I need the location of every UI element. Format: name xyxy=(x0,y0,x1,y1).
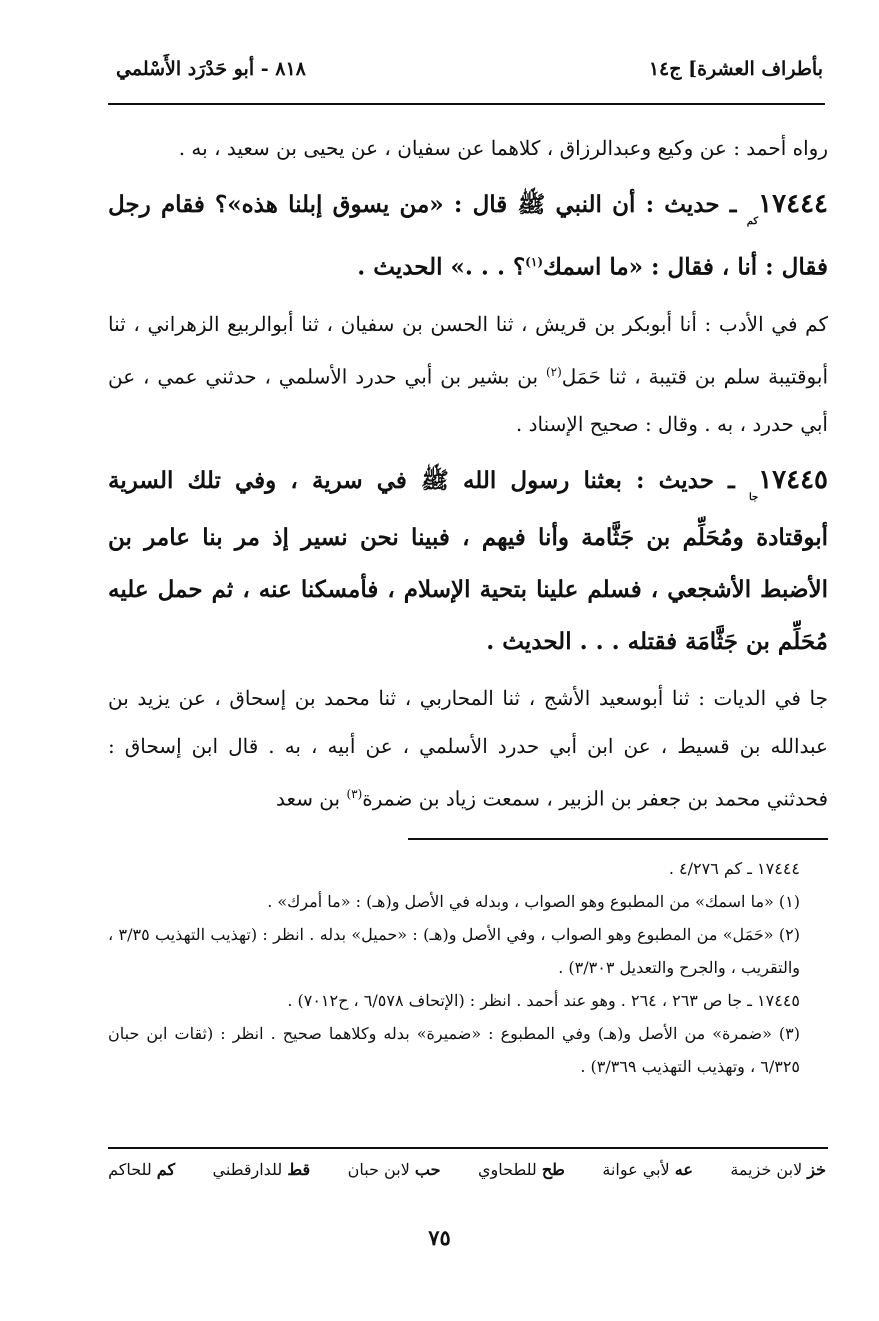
footnote-3: (٣) «ضمرة» من الأصل و(هـ) وفي المطبوع : «ضميرة» بدله وكلاهما صحيح . انظر : (ثقات ابن حبان ٦/٣٢٥ ، وتهذيب التهذيب ٣/٣٦٩) . xyxy=(108,1024,800,1076)
abbreviations-rule xyxy=(108,1147,828,1149)
footnote-1: (١) «ما اسمك» من المطبوع وهو الصواب ، وبدله في الأصل و(هـ) : «ما أمرك» . xyxy=(267,892,800,911)
paragraph-diyat xyxy=(108,674,828,823)
footnotes-rule xyxy=(408,838,828,840)
paragraph-ahmad xyxy=(108,124,828,172)
abbreviation-code: خز xyxy=(807,1160,826,1179)
footnote-17444: ١٧٤٤٤ ـ كم ٤/٢٧٦ . xyxy=(668,859,800,878)
section-title: ٨١٨ - أبو حَدْرَد الأَسْلمي xyxy=(116,58,306,80)
header-rule xyxy=(108,103,825,105)
abbreviation-item xyxy=(108,1160,175,1179)
abbreviation-code: قط xyxy=(287,1160,311,1179)
running-title: بأطراف العشرة] ج١٤ xyxy=(648,58,823,80)
footnote-ref: (٢) xyxy=(545,364,562,379)
hadith-entry-17445 xyxy=(108,454,828,668)
abbreviation-meaning: لابن خزيمة xyxy=(730,1160,803,1179)
abbreviation-item xyxy=(213,1160,311,1179)
abbreviation-meaning: للدارقطني xyxy=(212,1160,283,1179)
abbreviation-code: حب xyxy=(414,1160,441,1179)
hadith-entry-17444 xyxy=(108,178,828,294)
abbreviation-meaning: للحاكم xyxy=(108,1160,152,1179)
paragraph-adab-tail: بن بشير بن أبي حدرد الأسلمي ، حدثني عمي ، عن أبي حدرد ، به . وقال : صحيح الإسناد . xyxy=(108,364,828,437)
entry-number: ١٧٤٤٤ xyxy=(758,189,828,219)
abbreviation-item xyxy=(478,1160,565,1179)
abbreviation-code: طح xyxy=(541,1160,565,1179)
abbreviation-meaning: لابن حبان xyxy=(347,1160,410,1179)
footnotes xyxy=(108,852,828,1083)
abbreviations-key xyxy=(108,1160,826,1179)
paragraph-diyat-tail: بن سعد xyxy=(276,786,347,811)
abbreviation-item xyxy=(348,1160,441,1179)
abbreviation-item xyxy=(730,1160,826,1179)
footnote-ref: (١) xyxy=(525,255,543,269)
entry-source-code: جا xyxy=(748,492,759,504)
footnote-ref: (٣) xyxy=(346,787,363,802)
entry-source-code: كم xyxy=(746,216,759,227)
footnote-2: (٢) «حَمَل» من المطبوع وهو الصواب ، وفي الأصل و(هـ) : «حميل» بدله . انظر : (تهذيب التهذيب ٣/٣٥ ، والتقريب ، والجرح والتعديل ٣/٣٠٣) . xyxy=(108,925,801,977)
footnote-17445: ١٧٤٤٥ ـ جا ص ٢٦٣ ، ٢٦٤ . وهو عند أحمد . انظر : (الإتحاف ٦/٥٧٨ ، ح٧٠١٢) . xyxy=(287,991,800,1010)
paragraph-diyat-text: جا في الديات : ثنا أبوسعيد الأشج ، ثنا المحاربي ، ثنا محمد بن إسحاق ، عن يزيد بن عبدالله بن قسيط ، عن ابن أبي حدرد الأسلمي ، عن أبيه ، به . قال ابن إسحاق : فحدثني محمد بن جعفر بن الزبير ، سمعت زياد بن ضمرة xyxy=(108,686,828,811)
entry-text: ـ حديث : أن النبي ﷺ قال : «من يسوق إبلنا هذه»؟ فقام رجل فقال : أنا ، فقال : «ما اسمك xyxy=(108,191,828,281)
main-text xyxy=(108,124,828,829)
entry-number: ١٧٤٤٥ xyxy=(758,465,829,496)
entry-text: ـ حديث : بعثنا رسول الله ﷺ في سرية ، وفي تلك السرية أبوقتادة ومُحَلِّم بن جَثَّامة وأنا فيهم ، فبينا نحن نسير إذ مر بنا عامر بن الأضبط الأشجعي ، فسلم علينا بتحية الإسلام ، فأمسكنا عنه ، ثم حمل عليه مُحَلِّم بن جَثَّامَة فقتله . . . الحديث . xyxy=(108,467,828,656)
entry-text-tail: ؟ . . .» الحديث . xyxy=(357,253,526,281)
running-header xyxy=(108,54,823,94)
paragraph-adab xyxy=(108,300,828,449)
page-number: ٧٥ xyxy=(428,1225,451,1250)
paragraph-adab-text: كم في الأدب : أنا أبوبكر بن قريش ، ثنا الحسن بن سفيان ، ثنا أبوالربيع الزهراني ، ثنا أبوقتيبة سلم بن قتيبة ، ثنا حَمَل xyxy=(108,311,828,389)
abbreviation-code: عه xyxy=(674,1160,693,1179)
abbreviation-meaning: للطحاوي xyxy=(477,1160,537,1179)
abbreviation-item xyxy=(602,1160,693,1179)
abbreviation-meaning: لأبي عوانة xyxy=(602,1160,670,1179)
abbreviation-code: كم xyxy=(156,1160,176,1179)
paragraph-ahmad-text: رواه أحمد : عن وكيع وعبدالرزاق ، كلاهما عن سفيان ، عن يحيى بن سعيد ، به . xyxy=(178,136,828,160)
